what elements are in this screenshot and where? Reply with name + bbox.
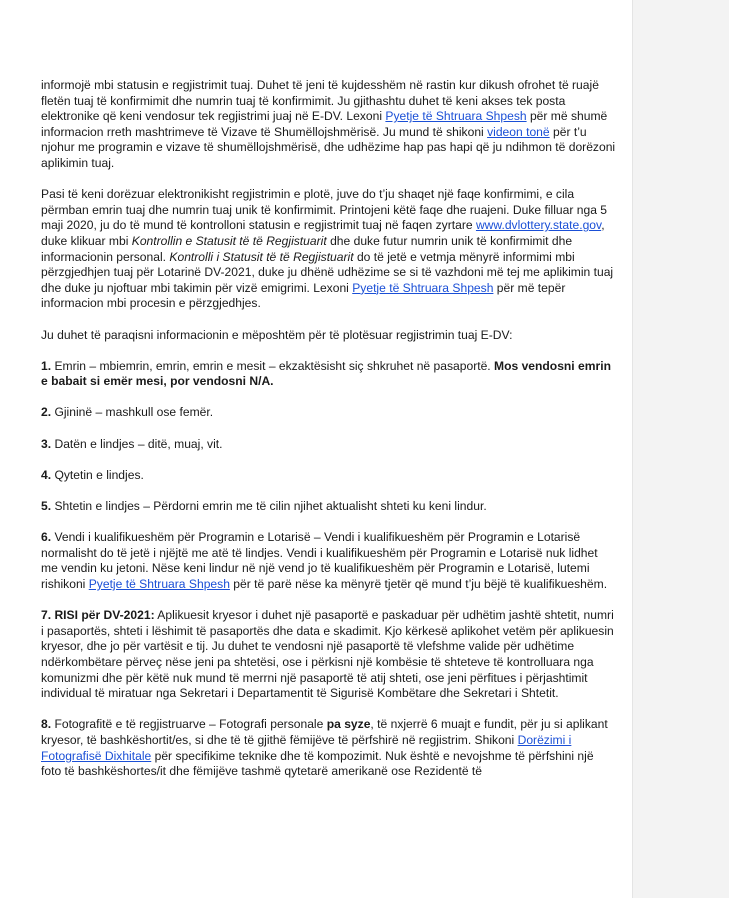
item-number: 3. bbox=[41, 436, 52, 451]
entrant-status-check-term: Kontrolli i Statusit të të Regjistuarit bbox=[169, 249, 354, 264]
item-heading: 7. RISI për DV-2021: bbox=[41, 608, 155, 623]
text: për t’u njohur me programin e vizave të shumëllojshmërisë, dhe udhëzime hap pas hapi që ju ndihmon të dorëzoni aplikimin tuaj. bbox=[41, 124, 616, 170]
list-item-passport bbox=[41, 608, 617, 702]
text: do të jetë e vetmja mënyrë informimi mbi përzgjedhjen tuaj për Lotarinë DV-2021, duke ju dhënë udhëzime se si të vazhdoni më tej me aplikimin tuaj dhe duke ju njoftuar mbi takimin për vizë emigrimi. Lexoni bbox=[41, 249, 614, 295]
text: për specifikime teknike dhe të kompozimit. Nuk është e nevojshme të përfshini një foto të bashkëshortes/it dhe fëmijëve tashmë qytetarë amerikanë ose Rezidentë të bbox=[41, 748, 594, 779]
paragraph-requirements-intro: Ju duhet të paraqisni informacionin e mëposhtëm për të plotësuar regjistrimin tuaj E-DV: bbox=[41, 327, 513, 342]
text: Fotografitë e të regjistruarve – Fotografi personale bbox=[51, 717, 327, 732]
item-number: 8. bbox=[41, 717, 52, 732]
list-item-birthdate bbox=[41, 437, 617, 453]
list-item-birth-city bbox=[41, 468, 617, 484]
list-item-eligible-country bbox=[41, 530, 617, 592]
item-number: 5. bbox=[41, 499, 52, 514]
document-body bbox=[41, 78, 617, 795]
text: për të parë nëse ka mënyrë tjetër që mund t’ju bëjë të kualifikueshëm. bbox=[229, 577, 608, 591]
digital-photo-link[interactable]: Dorëzimi i Fotografisë Dixhitale bbox=[41, 732, 572, 763]
text: Shtetin e lindjes – Përdorni emrin me të cilin njihet aktualisht shteti ku keni lindur. bbox=[51, 499, 487, 514]
faq-link[interactable]: Pyetje të Shtruara Shpesh bbox=[352, 280, 494, 295]
side-panel bbox=[632, 0, 729, 898]
text: Gjininë – mashkull ose femër. bbox=[51, 405, 214, 420]
paragraph-status-info bbox=[41, 78, 617, 172]
item-number: 1. bbox=[41, 358, 52, 373]
text: Vendi i kualifikueshëm për Programin e Lotarisë – Vendi i kualifikueshëm për Programin e Lotarisë normalisht do të jetë i njëjtë me atë të lindjes. Vendi i kualifikueshëm për Programin e Lotarisë nuk lidhet me vendin ku jetoni. Nëse keni lindur në një vend jo të kualifikueshëm për Programin e Lotarisë, lutemi rishikoni bbox=[41, 530, 598, 591]
paragraph-confirmation bbox=[41, 187, 617, 312]
item-number: 2. bbox=[41, 405, 52, 420]
text: Datën e lindjes – ditë, muaj, vit. bbox=[51, 436, 223, 451]
list-item-photographs bbox=[41, 717, 617, 779]
text: , të nxjerrë 6 muajt e fundit, për ju si aplikant kryesor, të bashkëshortit/es, si dhe të të gjithë fëmijëve të përfshirë në regjistrim. Shikoni bbox=[41, 717, 608, 747]
bold-note: pa syze bbox=[326, 717, 371, 732]
entrant-status-check-term: Kontrollin e Statusit të të Regjistuarit bbox=[131, 233, 327, 248]
text: për më tepër informacion mbi procesin e përzgjedhjes. bbox=[41, 280, 566, 311]
item-number: 6. bbox=[41, 530, 52, 545]
text: Emrin – mbiemrin, emrin, emrin e mesit – ekzaktësisht siç shkruhet në pasaportë. bbox=[51, 358, 495, 373]
text: Pasi të keni dorëzuar elektronikisht regjistrimin e plotë, juve do t’ju shaqet një faqe konfirmimi, e cila përmban emrin tuaj dhe numrin tuaj unik të konfirmimit. Printojeni këtë faqe dhe ruajeni. Duke filluar nga 5 maji 2020, ju do të mund të kontrolloni statusin e regjistrimit tuaj në faqen zyrtare bbox=[41, 187, 608, 233]
faq-link[interactable]: Pyetje të Shtruara Shpesh bbox=[385, 109, 527, 124]
list-item-name bbox=[41, 359, 617, 390]
text: Aplikuesit kryesor i duhet një pasaportë e paskaduar për udhëtim jashtë shtetit, numri i pasaportës, shteti i lëshimit të pasaportës dhe data e skadimit. Kjo kërkesë aplikohet vetëm për aplikuesin kryesor, dhe jo për vartësit e tij. Ju duhet te vendosni një pasaportë të vlefshme valide për udhëtime ndërkombëtare përveç nëse jeni pa shtetësi, ose i përkisni një kombësie të shteteve të kontrolluara nga komunizmi dhe për këtë nuk mund të merrni një pasaportë të atij shteti, ose jeni përfitues i përjashtimit individual të miratuar nga Sekretari i Departamentit të Sigurisë Kombëtare dhe Sekretari i Shtetit. bbox=[41, 608, 614, 701]
text: Qytetin e lindjes. bbox=[51, 467, 144, 482]
text: dhe duke futur numrin unik të konfirmimit dhe informacionin personal. bbox=[41, 233, 573, 264]
faq-link[interactable]: Pyetje të Shtruara Shpesh bbox=[88, 577, 230, 591]
dvlottery-link[interactable]: www.dvlottery.state.gov bbox=[475, 218, 602, 233]
list-item-birth-country bbox=[41, 499, 617, 515]
list-item-gender bbox=[41, 405, 617, 421]
text: për më shumë informacion rreth mashtrimeve të Vizave të Shumëllojshmërisë. Ju mund të shikoni bbox=[41, 109, 608, 139]
text: , duke klikuar mbi bbox=[41, 218, 605, 248]
text: informojë mbi statusin e regjistrimit tuaj. Duhet të jeni të kujdesshëm në rastin kur dikush ofrohet të ruajë fletën tuaj të konfirmimit dhe numrin tuaj të konfirmimit. Ju gjithashtu duhet të keni akses tek posta elektronike që keni vendosur tek regjistrimi juaj në E-DV. Lexoni bbox=[41, 78, 599, 124]
bold-note: Mos vendosni emrin e babait si emër mesi, por vendosni N/A. bbox=[41, 358, 611, 389]
video-link[interactable]: videon tonë bbox=[487, 124, 550, 139]
item-number: 4. bbox=[41, 467, 52, 482]
